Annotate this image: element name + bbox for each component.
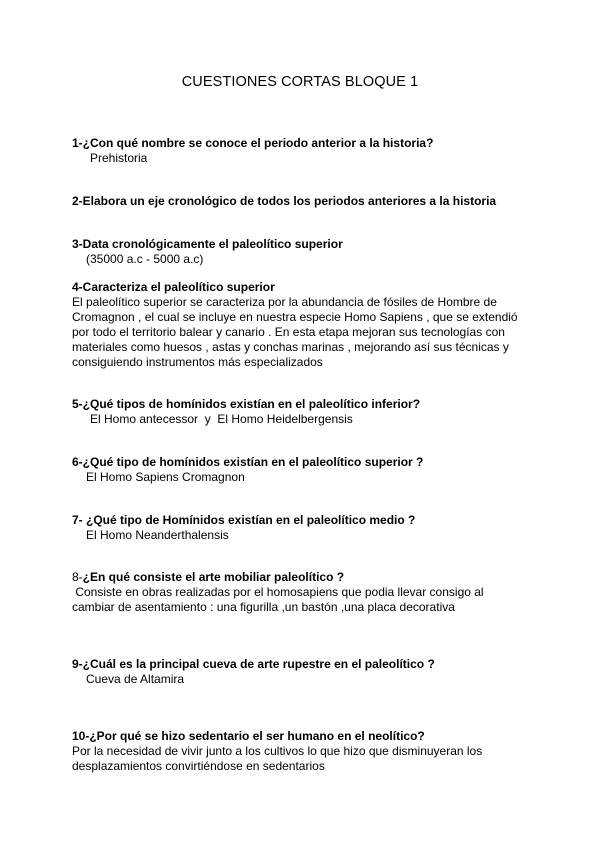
answer-8-line-1: Consiste en obras realizadas por el homosapiens que podia llevar consigo al	[72, 585, 484, 599]
answer-4-line-1: El paleolítico superior se caracteriza por la abundancia de fósiles de Hombre de	[72, 295, 497, 309]
answer-4-line-4: materiales como huesos , astas y conchas marinas , mejorando así sus técnicas y	[72, 340, 509, 354]
answer-8-line-2: cambiar de asentamiento : una figurilla ,un bastón ,una placa decorativa	[72, 600, 455, 614]
answer-10-line-1: Por la necesidad de vivir junto a los cultivos lo que hizo que disminuyeran los	[72, 744, 483, 758]
question-8-text: ¿En qué consiste el arte mobiliar paleolítico ?	[82, 570, 345, 584]
answer-4-line-2: Cromagnon , el cual se incluye en nuestra especie Homo Sapiens , que se extendió	[72, 310, 518, 324]
answer-9: Cueva de Altamira	[86, 672, 185, 686]
question-5: 5-¿Qué tipos de homínidos existían en el paleolítico inferior?	[72, 397, 421, 411]
question-3: 3-Data cronológicamente el paleolítico superior	[72, 237, 343, 251]
question-6: 6-¿Qué tipo de homínidos existían en el paleolítico superior ?	[72, 455, 424, 469]
answer-7: El Homo Neanderthalensis	[86, 528, 229, 542]
answer-4-line-3: por todo el territorio balear y canario . En esta etapa mejoran sus tecnologías con	[72, 325, 505, 339]
question-block-9	[72, 657, 542, 687]
answer-3: (35000 a.c - 5000 a.c)	[86, 252, 204, 266]
question-block-3	[72, 237, 542, 267]
question-block-7	[72, 513, 542, 543]
question-block-10	[72, 729, 542, 774]
answer-1: Prehistoria	[90, 151, 148, 165]
question-9: 9-¿Cuál es la principal cueva de arte rupestre en el paleolítico ?	[72, 657, 435, 671]
question-1: 1-¿Con qué nombre se conoce el periodo anterior a la historia?	[72, 136, 434, 150]
question-block-1	[72, 136, 542, 166]
answer-10-line-2: desplazamientos convirtiéndose en sedentarios	[72, 759, 325, 773]
question-block-6	[72, 455, 542, 485]
question-block-5	[72, 397, 542, 427]
page-title: CUESTIONES CORTAS BLOQUE 1	[181, 74, 419, 90]
question-2: 2-Elabora un eje cronológico de todos los periodos anteriores a la historia	[72, 194, 497, 208]
question-4: 4-Caracteriza el paleolítico superior	[72, 280, 275, 294]
question-10: 10-¿Por qué se hizo sedentario el ser humano en el neolítico?	[72, 729, 425, 743]
question-7: 7- ¿Qué tipo de Homínidos existían en el paleolítico medio ?	[72, 513, 416, 527]
question-8-number: 8-	[72, 570, 83, 584]
answer-5: El Homo antecessor y El Homo Heidelbergensis	[90, 412, 353, 426]
question-8	[72, 570, 542, 585]
answer-6: El Homo Sapiens Cromagnon	[86, 470, 245, 484]
answer-4-line-5: consiguiendo instrumentos más especializados	[72, 355, 323, 369]
question-block-4	[72, 280, 542, 370]
question-block-2	[72, 194, 542, 209]
question-block-8	[72, 570, 542, 615]
